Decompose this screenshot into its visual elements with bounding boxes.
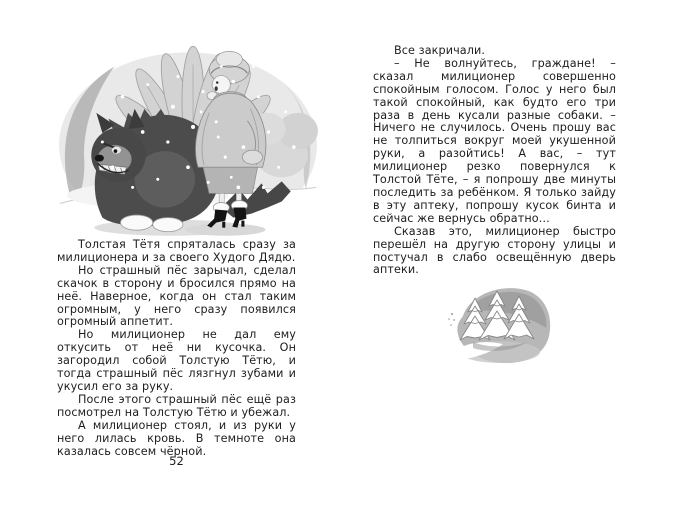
dog-paw [153, 218, 183, 232]
fir-trees-illustration [443, 278, 559, 373]
paragraph: Все закричали. [394, 44, 486, 57]
page-number: 52 [169, 454, 184, 468]
skirt [203, 167, 257, 193]
paragraph: Сказав это, милиционер быстро перешёл на другую сторону улицы и постучал в слабо освещённую дверь аптеки. [373, 224, 616, 277]
paragraph: Толстая Тётя спряталась сразу за милиционера и за своего Худого Дядю. [57, 238, 296, 264]
dog-and-woman-illustration [52, 36, 324, 238]
woman-face [212, 76, 230, 94]
right-page-text [373, 45, 616, 277]
left-page-text [57, 239, 296, 458]
snow-specks [448, 313, 455, 326]
paragraph: Но страшный пёс зарычал, сделал скачок в сторону и бросился прямо на неё. Наверное, когда он стал таким огромным, у него сразу появился огромный аппетит. [57, 263, 296, 329]
paragraph: А милиционер стоял, и из руки у него лилась кровь. В темноте она казалась совсем чёрной. [57, 418, 296, 458]
paragraph: После этого страшный пёс ещё раз посмотрел на Толстую Тётю и убежал. [57, 392, 296, 419]
dog-paw [121, 215, 153, 230]
paragraph: – Не волнуйтесь, граждане! – сказал милиционер совершенно спокойным голосом. Голос у него был такой спокойный, как будто его три раза в день кусали разные собаки. – Ничего не случилось. Очень прошу вас не толпиться вокруг моей укушенной руки, а разойтись! А вас, – тут милиционер резко повернулся к Толстой Тёте, – я попрошу две минуты последить за ребёнком. Я только зайду в эту аптеку, попрошу кусок бинта и сейчас же вернусь обратно… [373, 56, 616, 225]
paragraph: Но милиционер не дал ему откусить от неё ни кусочка. Он загородил собой Толстую Тётю, и тогда страшный пёс лязгнул зубами и укусил его за руку. [57, 328, 296, 393]
fur-cuff [242, 150, 262, 164]
dog-nose [95, 155, 104, 162]
